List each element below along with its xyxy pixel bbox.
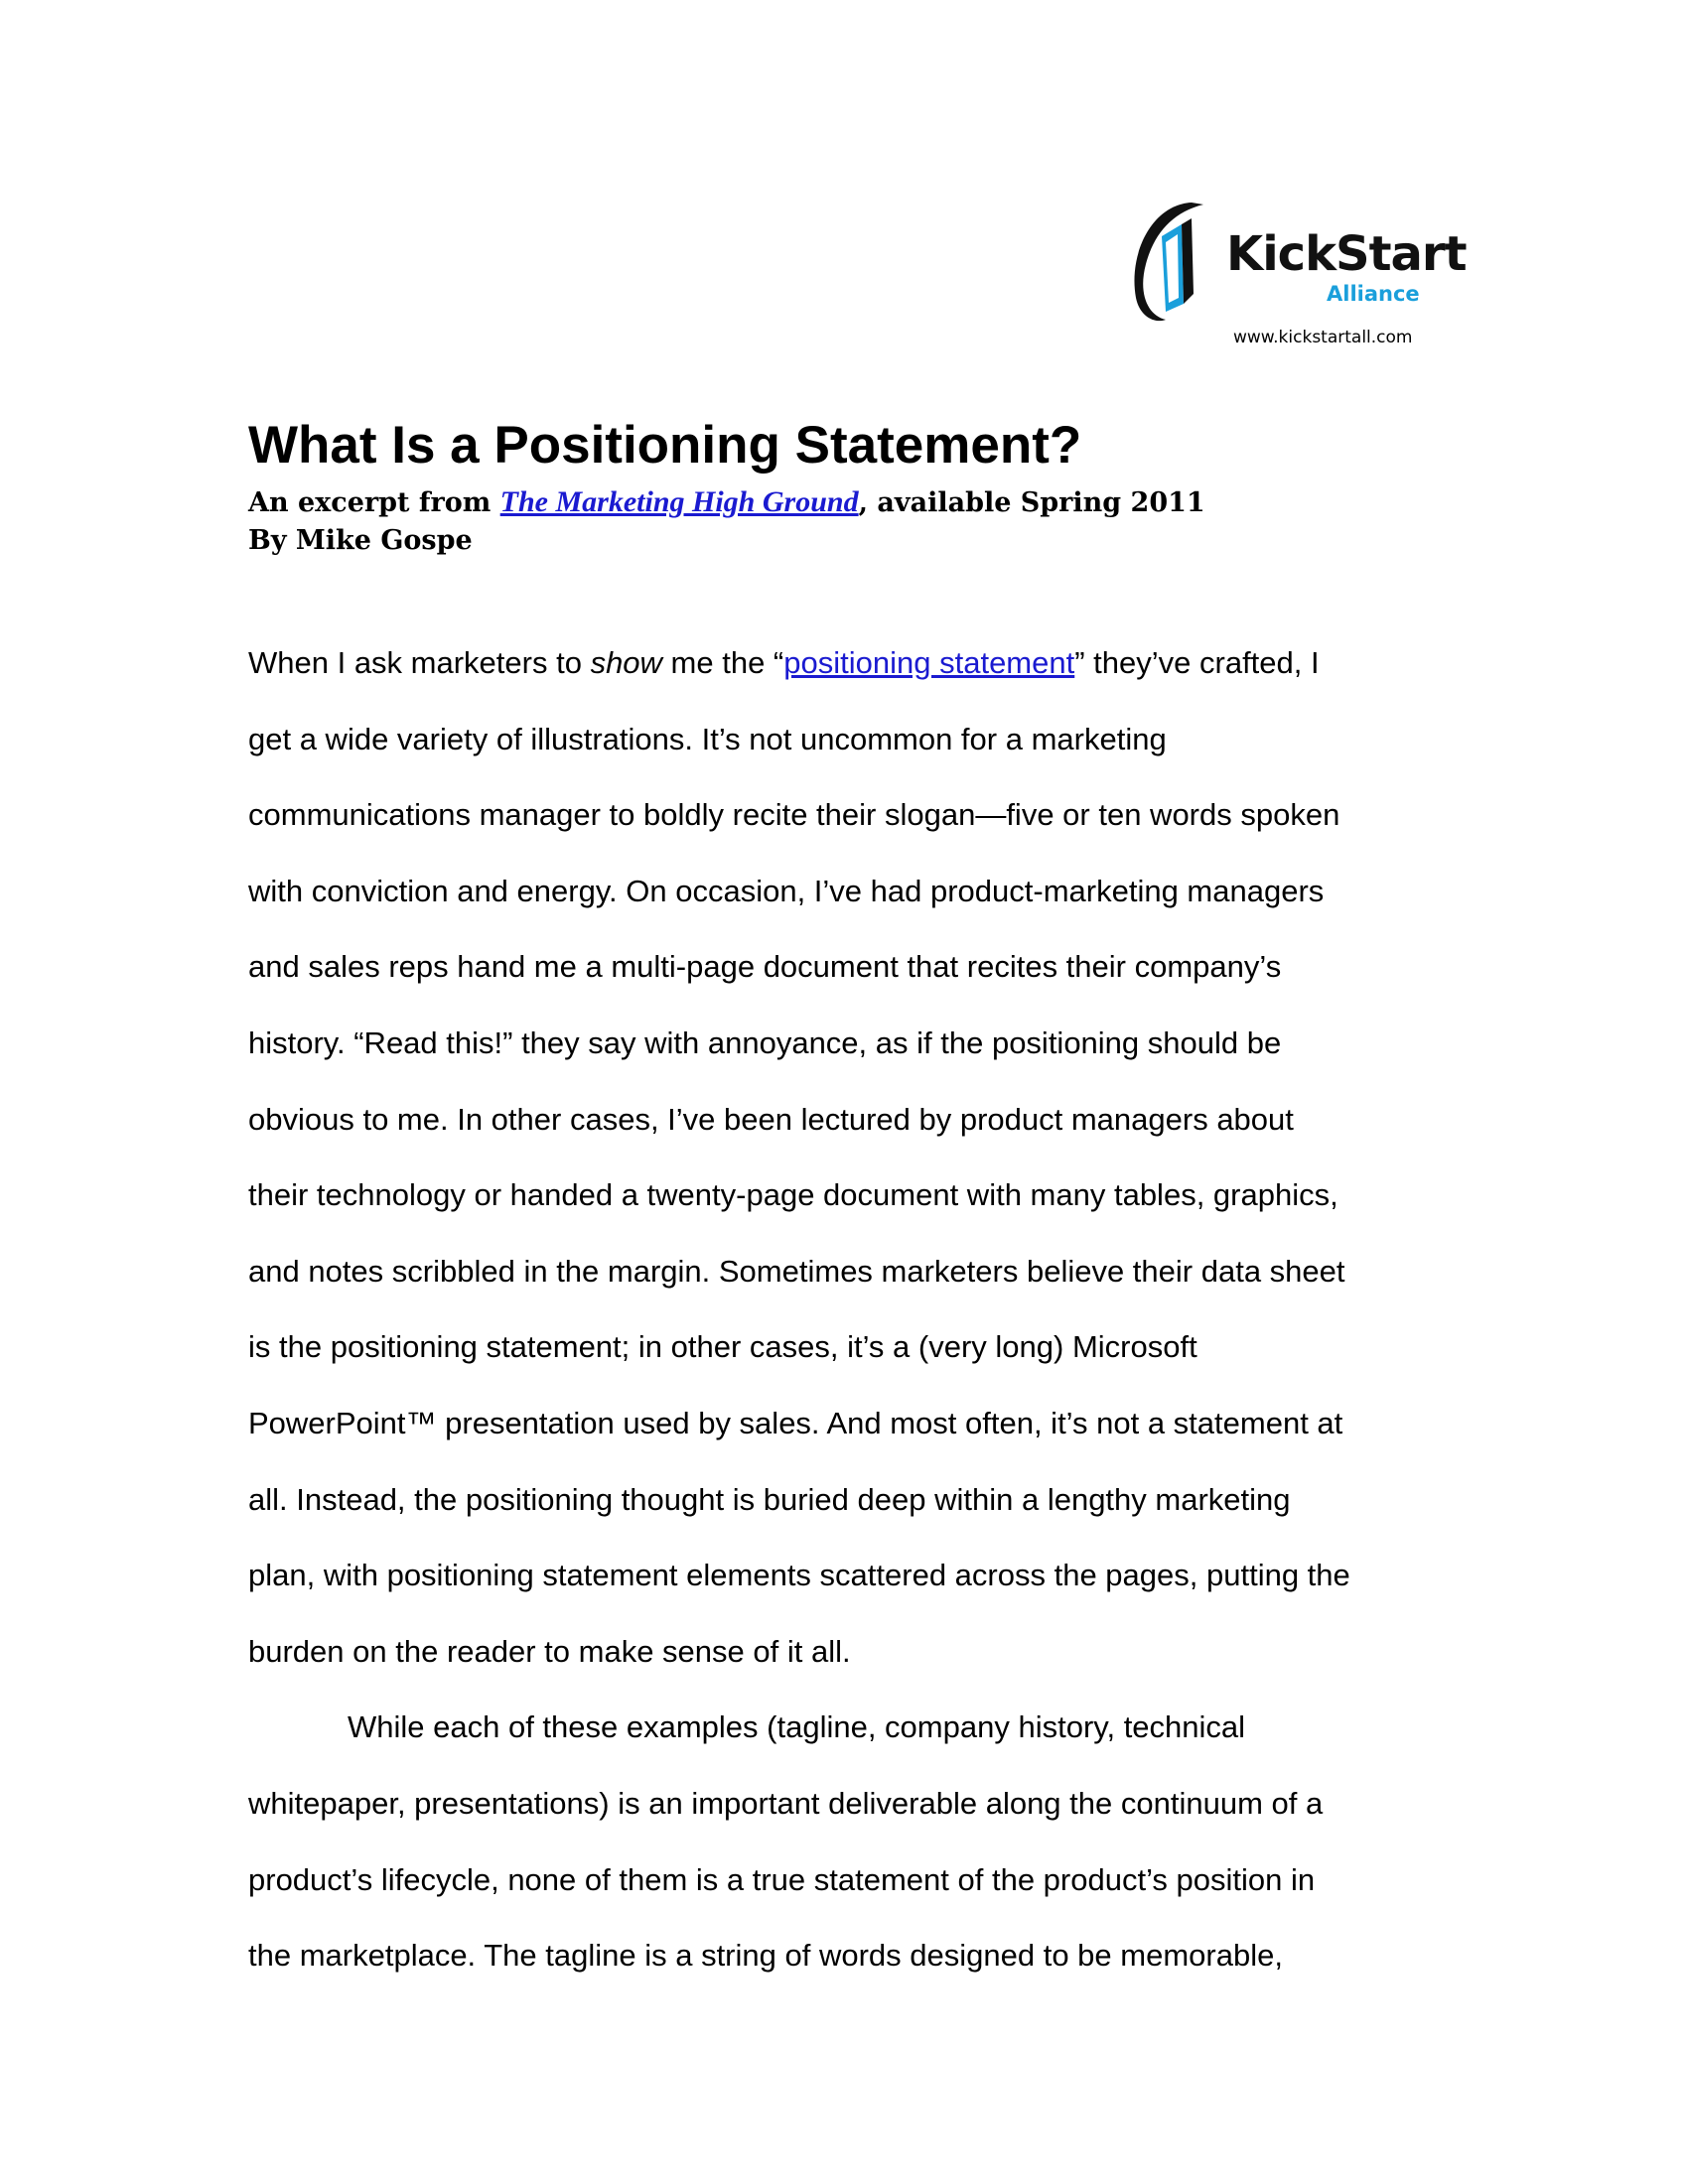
page-title: What Is a Positioning Statement? [248, 416, 1082, 475]
body-line [248, 625, 1450, 702]
emphasis-show: show [590, 645, 662, 680]
book-title-link[interactable]: The Marketing High Ground [499, 485, 859, 518]
excerpt-suffix: , available Spring 2011 [858, 487, 1205, 518]
body-line: their technology or handed a twenty-page document with many tables, graphics, [248, 1177, 1338, 1213]
positioning-statement-link[interactable]: positioning statement [783, 645, 1075, 680]
excerpt-prefix: An excerpt from [248, 487, 500, 518]
body-line: history. “Read this!” they say with annoyance, as if the positioning should be [248, 1024, 1282, 1060]
body-line: with conviction and energy. On occasion, I’ve had product-marketing managers [248, 873, 1325, 908]
body-line: communications manager to boldly recite their slogan—five or ten words spoken [248, 797, 1340, 833]
body-line: plan, with positioning statement elements scattered across the pages, putting the [248, 1558, 1350, 1593]
body-line: is the positioning statement; in other cases, it’s a (very long) Microsoft [248, 1329, 1197, 1365]
body-line: product’s lifecycle, none of them is a true statement of the product’s position in [248, 1861, 1316, 1897]
text-run: ” they’ve crafted, I [1074, 645, 1320, 680]
body-line: and notes scribbled in the margin. Sometimes marketers believe their data sheet [248, 1253, 1345, 1289]
body-line: burden on the reader to make sense of it all. [248, 1633, 851, 1669]
logo-sub: Alliance [1327, 282, 1420, 306]
byline: By Mike Gospe [248, 525, 473, 556]
body-line: get a wide variety of illustrations. It’s not uncommon for a marketing [248, 721, 1167, 756]
paragraph-1 [248, 625, 1450, 1690]
body-line: and sales reps hand me a multi-page document that recites their company’s [248, 949, 1282, 985]
kickstart-swoosh-icon [1122, 195, 1221, 326]
body-line: all. Instead, the positioning thought is buried deep within a lengthy marketing [248, 1481, 1291, 1517]
logo-name: KickStart [1226, 226, 1467, 282]
text-run: When I ask marketers to [248, 645, 591, 680]
body-line: PowerPoint™ presentation used by sales. And most often, it’s not a statement at [248, 1405, 1343, 1440]
body-line: whitepaper, presentations) is an important deliverable along the continuum of a [248, 1785, 1324, 1821]
body-line: obvious to me. In other cases, I’ve been lectured by product managers about [248, 1101, 1294, 1137]
paragraph-2 [248, 1690, 1450, 1993]
subtitle-block [248, 483, 1205, 560]
body-line: While each of these examples (tagline, company history, technical [348, 1709, 1246, 1745]
article-body [248, 625, 1450, 1994]
excerpt-line [248, 483, 1205, 522]
body-line: the marketplace. The tagline is a string of words designed to be memorable, [248, 1938, 1283, 1974]
logo-url[interactable]: www.kickstartall.com [1233, 328, 1413, 347]
kickstart-logo [1122, 195, 1467, 358]
text-run: me the “ [661, 645, 784, 680]
